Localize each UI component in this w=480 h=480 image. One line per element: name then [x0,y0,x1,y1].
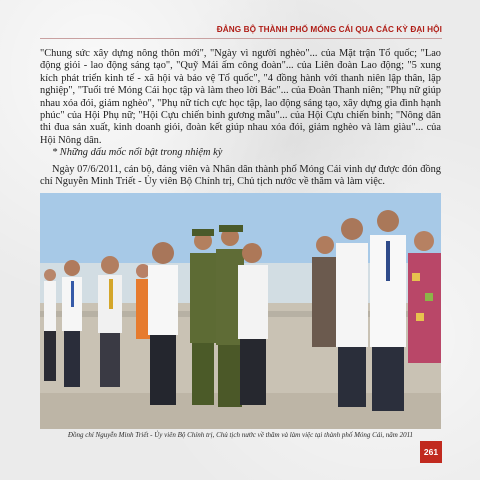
photo-caption: Đồng chí Nguyễn Minh Triết - Ủy viên Bộ Chính trị, Chủ tịch nước về thăm và làm việc tại thành phố Móng Cái, năm 2011 [67,431,414,439]
page-number: 261 [420,441,442,463]
section-heading: * Những dấu mốc nổi bật trong nhiệm kỳ [52,147,223,159]
running-header: ĐẢNG BỘ THÀNH PHỐ MÓNG CÁI QUA CÁC KỲ ĐẠI HỘI [216,25,442,34]
paragraph-2: Ngày 07/6/2011, cán bộ, đảng viên và Nhân dân thành phố Móng Cái vinh dự được đón đồng chí Nguyễn Minh Triết - Ủy viên Bộ Chính trị, Chủ tịch nước về thăm và làm việc. [40,163,441,188]
event-photo [40,193,441,429]
paragraph-1: "Chung sức xây dựng nông thôn mới", "Ngày vì người nghèo"... của Mặt trận Tổ quốc; "Lao động giỏi - lao động sáng tạo", "Quỹ Mái ấm công đoàn"... của Liên đoàn Lao động; "5 xung kích phát triển kinh tế - xã hội và bảo vệ Tổ quốc", "4 đồng hành với thanh niên lập thân, lập nghiệp", "Tuổi trẻ Móng Cái học tập và làm theo lời Bác"... của Đoàn Thanh niên; "Phụ nữ giúp nhau xóa đói, giảm nghèo", "Phụ nữ tích cực học tập, lao động sáng tạo, xây dựng gia đình hạnh phúc" của Hội Phụ nữ; "Hội Cựu chiến binh gương mẫu"... của Hội Cựu chiến binh; "Nông dân thi đua sản xuất, kinh doanh giỏi, đoàn kết giúp nhau xóa đói, giảm nghèo và làm giàu"... của Hội Nông dân. [40,48,441,146]
header-divider [40,38,442,39]
body-text [40,48,441,188]
